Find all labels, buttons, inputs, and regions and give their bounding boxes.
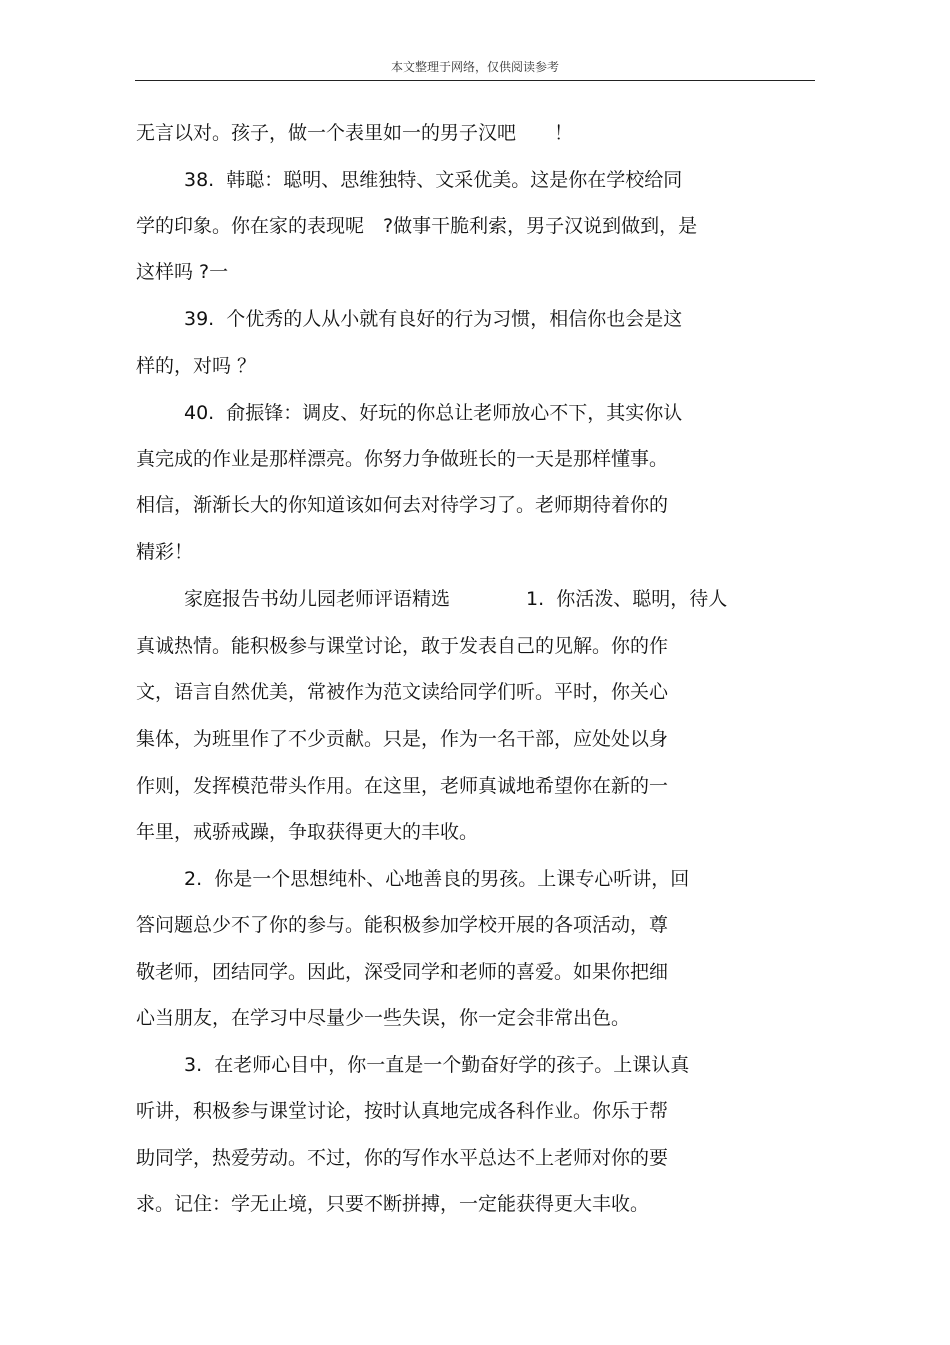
text-line: 家庭报告书幼儿园老师评语精选 1. 你活泼、聪明，待人	[184, 588, 728, 610]
text-line: 2. 你是一个思想纯朴、心地善良的男孩。上课专心听讲，回	[184, 868, 690, 890]
header-divider	[135, 80, 815, 81]
text-line: 作则，发挥模范带头作用。在这里，老师真诚地希望你在新的一	[136, 775, 669, 797]
text-line: 相信，渐渐长大的你知道该如何去对待学习了。老师期待着你的	[136, 494, 669, 516]
text-line: 求。记住：学无止境，只要不断拼搏，一定能获得更大丰收。	[136, 1193, 650, 1215]
text-line: 真诚热情。能积极参与课堂讨论，敢于发表自己的见解。你的作	[136, 635, 669, 657]
text-line: 集体，为班里作了不少贡献。只是，作为一名干部，应处处以身	[136, 728, 669, 750]
text-line: 文，语言自然优美，常被作为范文读给同学们听。平时，你关心	[136, 681, 669, 703]
text-line: 38. 韩聪：聪明、思维独特、文采优美。这是你在学校给同	[184, 169, 683, 191]
text-line: 听讲，积极参与课堂讨论，按时认真地完成各科作业。你乐于帮	[136, 1100, 669, 1122]
text-line: 敬老师，团结同学。因此，深受同学和老师的喜爱。如果你把细	[136, 961, 669, 983]
text-line: 这样吗 ?一	[136, 261, 229, 283]
text-line: 答问题总少不了你的参与。能积极参加学校开展的各项活动，尊	[136, 914, 669, 936]
text-line: 3. 在老师心目中，你一直是一个勤奋好学的孩子。上课认真	[184, 1054, 690, 1076]
text-line: 无言以对。孩子，做一个表里如一的男子汉吧 ！	[136, 122, 574, 144]
text-line: 40. 俞振锋：调皮、好玩的你总让老师放心不下，其实你认	[184, 402, 683, 424]
text-line: 心当朋友，在学习中尽量少一些失误，你一定会非常出色。	[136, 1007, 631, 1029]
text-line: 精彩！	[136, 541, 194, 563]
text-line: 助同学，热爱劳动。不过，你的写作水平总达不上老师对你的要	[136, 1147, 669, 1169]
text-line: 年里，戒骄戒躁，争取获得更大的丰收。	[136, 821, 479, 843]
text-line: 学的印象。你在家的表现呢 ?做事干脆利索，男子汉说到做到，是	[136, 215, 698, 237]
text-line: 真完成的作业是那样漂亮。你努力争做班长的一天是那样懂事。	[136, 448, 669, 470]
text-line: 样的，对吗 ？	[136, 355, 257, 377]
text-line: 39. 个优秀的人从小就有良好的行为习惯，相信你也会是这	[184, 308, 683, 330]
page-header: 本文整理于网络，仅供阅读参考	[390, 60, 559, 74]
